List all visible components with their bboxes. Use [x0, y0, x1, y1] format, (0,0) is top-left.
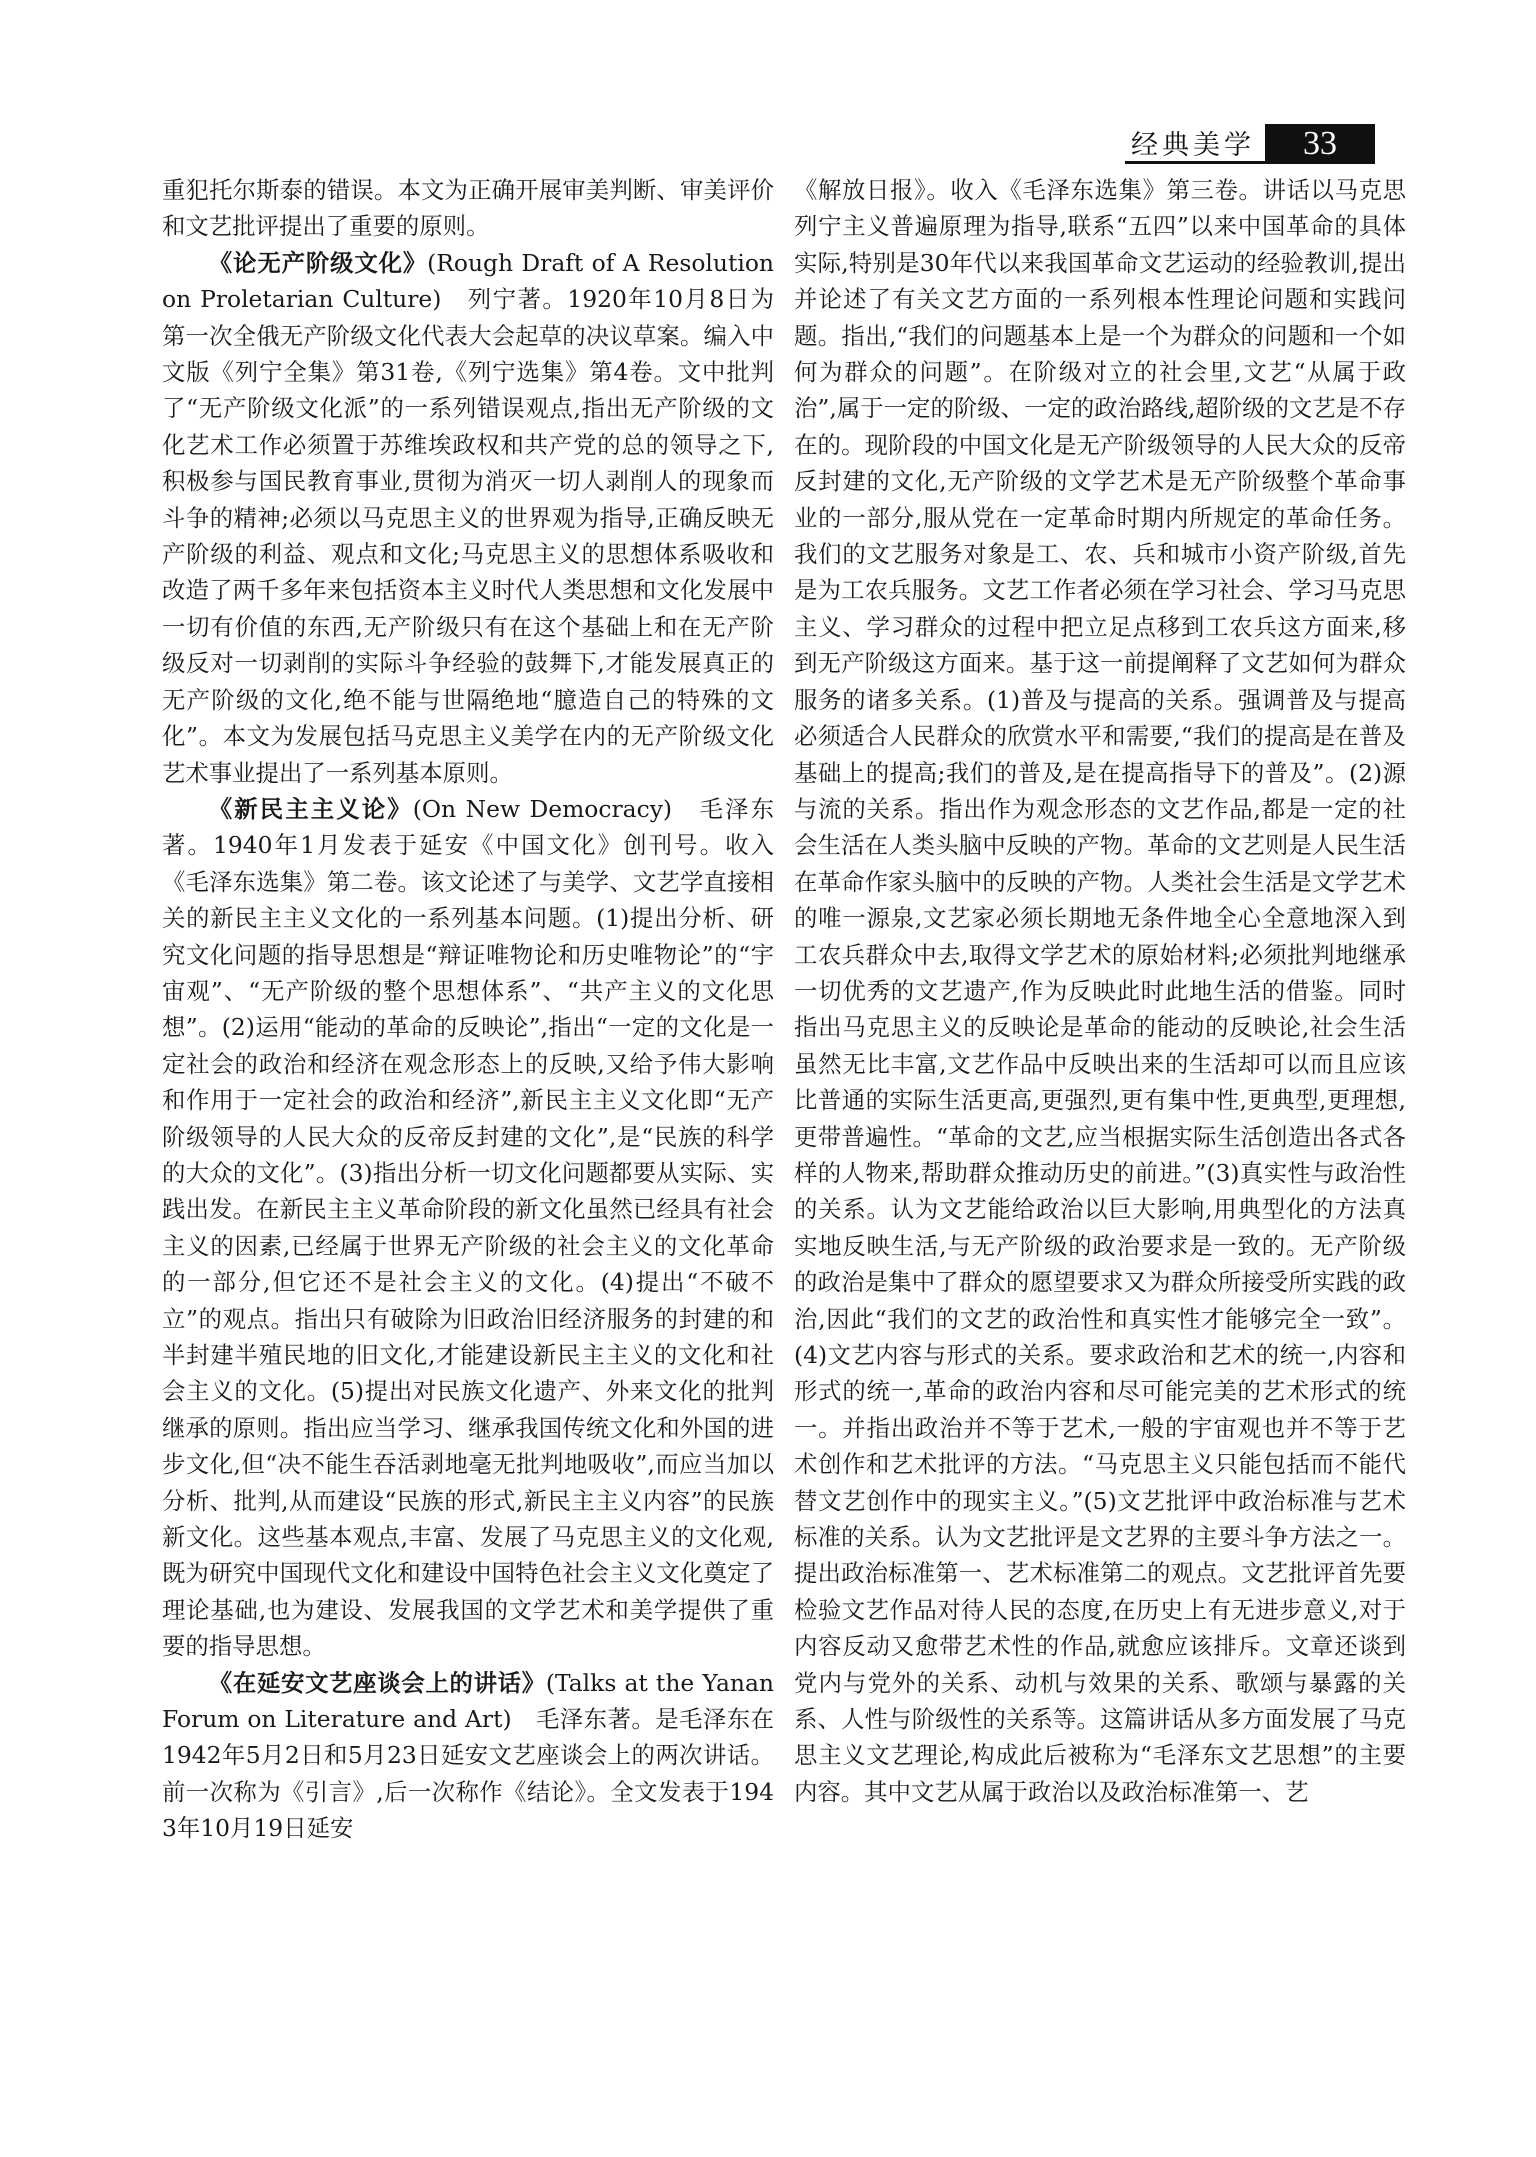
page-number: 33 — [1265, 124, 1375, 164]
running-header — [1125, 124, 1375, 164]
entry-lenin-proletarian-culture — [162, 245, 774, 791]
entry-body: (Rough Draft of A Resolution on Proletarian Culture) 列宁著。1920年10月8日为第一次全俄无产阶级文化代表大会起草的决议草案。编入中文版《列宁全集》第31卷,《列宁选集》第4卷。文中批判了“无产阶级文化派”的一系列错误观点,指出无产阶级的文化艺术工作必须置于苏维埃政权和共产党的总的领导之下,积极参与国民教育事业,贯彻为消灭一切人剥削人的现象而斗争的精神;必须以马克思主义的世界观为指导,正确反映无产阶级的利益、观点和文化;马克思主义的思想体系吸收和改造了两千多年来包括资本主义时代人类思想和文化发展中一切有价值的东西,无产阶级只有在这个基础上和在无产阶级反对一切剥削的实际斗争经验的鼓舞下,才能发展真正的无产阶级的文化,绝不能与世隔绝地“臆造自己的特殊的文化”。本文为发展包括马克思主义美学在内的无产阶级文化艺术事业提出了一系列基本原则。 — [162, 248, 774, 787]
continued-paragraph: 《解放日报》。收入《毛泽东选集》第三卷。讲话以马克思列宁主义普遍原理为指导,联系“五四”以来中国革命的具体实际,特别是30年代以来我国革命文艺运动的经验教训,提出并论述了有关文艺方面的一系列根本性理论问题和实践问题。指出,“我们的问题基本上是一个为群众的问题和一个如何为群众的问题”。在阶级对立的社会里,文艺“从属于政治”,属于一定的阶级、一定的政治路线,超阶级的文艺是不存在的。现阶段的中国文化是无产阶级领导的人民大众的反帝反封建的文化,无产阶级的文学艺术是无产阶级整个革命事业的一部分,服从党在一定革命时期内所规定的革命任务。我们的文艺服务对象是工、农、兵和城市小资产阶级,首先是为工农兵服务。文艺工作者必须在学习社会、学习马克思主义、学习群众的过程中把立足点移到工农兵这方面来,移到无产阶级这方面来。基于这一前提阐释了文艺如何为群众服务的诸多关系。(1)普及与提高的关系。强调普及与提高必须适合人民群众的欣赏水平和需要,“我们的提高是在普及基础上的提高;我们的普及,是在提高指导下的普及”。(2)源与流的关系。指出作为观念形态的文艺作品,都是一定的社会生活在人类头脑中反映的产物。革命的文艺则是人民生活在革命作家头脑中的反映的产物。人类社会生活是文学艺术的唯一源泉,文艺家必须长期地无条件地全心全意地深入到工农兵群众中去,取得文学艺术的原始材料;必须批判地继承一切优秀的文艺遗产,作为反映此时此地生活的借鉴。同时指出马克思主义的反映论是革命的能动的反映论,社会生活虽然无比丰富,文艺作品中反映出来的生活却可以而且应该比普通的实际生活更高,更强烈,更有集中性,更典型,更理想,更带普遍性。“革命的文艺,应当根据实际生活创造出各式各样的人物来,帮助群众推动历史的前进。”(3)真实性与政治性的关系。认为文艺能给政治以巨大影响,用典型化的方法真实地反映生活,与无产阶级的政治要求是一致的。无产阶级的政治是集中了群众的愿望要求又为群众所接受所实践的政治,因此“我们的文艺的政治性和真实性才能够完全一致”。(4)文艺内容与形式的关系。要求政治和艺术的统一,内容和形式的统一,革命的政治内容和尽可能完美的艺术形式的统一。并指出政治并不等于艺术,一般的宇宙观也并不等于艺术创作和艺术批评的方法。“马克思主义只能包括而不能代替文艺创作中的现实主义。”(5)文艺批评中政治标准与艺术标准的关系。认为文艺批评是文艺界的主要斗争方法之一。提出政治标准第一、艺术标准第二的观点。文艺批评首先要检验文艺作品对待人民的态度,在历史上有无进步意义,对于内容反动又愈带艺术性的作品,就愈应该排斥。文章还谈到党内与党外的关系、动机与效果的关系、歌颂与暴露的关系、人性与阶级性的关系等。这篇讲话从多方面发展了马克思主义文艺理论,构成此后被称为“毛泽东文艺思想”的主要内容。其中文艺从属于政治以及政治标准第一、艺 — [794, 176, 1406, 1806]
entry-body: (Talks at the Yanan Forum on Literature and Art) 毛泽东著。是毛泽东在1942年5月2日和5月23日延安文艺座谈会上的两次讲话。前一次称为《引言》,后一次称作《结论》。全文发表于1943年10月19日延安 — [162, 1668, 774, 1843]
section-title: 经典美学 — [1125, 124, 1265, 164]
entry-new-democracy — [162, 791, 774, 1665]
right-column — [794, 172, 1406, 2121]
entry-title: 《论无产阶级文化》 — [208, 248, 428, 277]
entry-body: (On New Democracy) 毛泽东著。1940年1月发表于延安《中国文化》创刊号。收入《毛泽东选集》第二卷。该文论述了与美学、文艺学直接相关的新民主主义文化的一系列基本问题。(1)提出分析、研究文化问题的指导思想是“辩证唯物论和历史唯物论”的“宇宙观”、“无产阶级的整个思想体系”、“共产主义的文化思想”。(2)运用“能动的革命的反映论”,指出“一定的文化是一定社会的政治和经济在观念形态上的反映,又给予伟大影响和作用于一定社会的政治和经济”,新民主主义文化即“无产阶级领导的人民大众的反帝反封建的文化”,是“民族的科学的大众的文化”。(3)指出分析一切文化问题都要从实际、实践出发。在新民主主义革命阶段的新文化虽然已经具有社会主义的因素,已经属于世界无产阶级的社会主义的文化革命的一部分,但它还不是社会主义的文化。(4)提出“不破不立”的观点。指出只有破除为旧政治旧经济服务的封建的和半封建半殖民地的旧文化,才能建设新民主主义的文化和社会主义的文化。(5)提出对民族文化遗产、外来文化的批判继承的原则。指出应当学习、继承我国传统文化和外国的进步文化,但“决不能生吞活剥地毫无批判地吸收”,而应当加以分析、批判,从而建设“民族的形式,新民主主义内容”的民族新文化。这些基本观点,丰富、发展了马克思主义的文化观,既为研究中国现代文化和建设中国特色社会主义文化奠定了理论基础,也为建设、发展我国的文学艺术和美学提供了重要的指导思想。 — [162, 794, 774, 1661]
entry-title: 《新民主主义论》 — [208, 794, 413, 823]
entry-yanan-talks — [162, 1665, 774, 1847]
entry-title: 《在延安文艺座谈会上的讲话》 — [208, 1668, 546, 1697]
left-column — [162, 172, 774, 2121]
continued-paragraph: 重犯托尔斯泰的错误。本文为正确开展审美判断、审美评价和文艺批评提出了重要的原则。 — [162, 176, 774, 241]
